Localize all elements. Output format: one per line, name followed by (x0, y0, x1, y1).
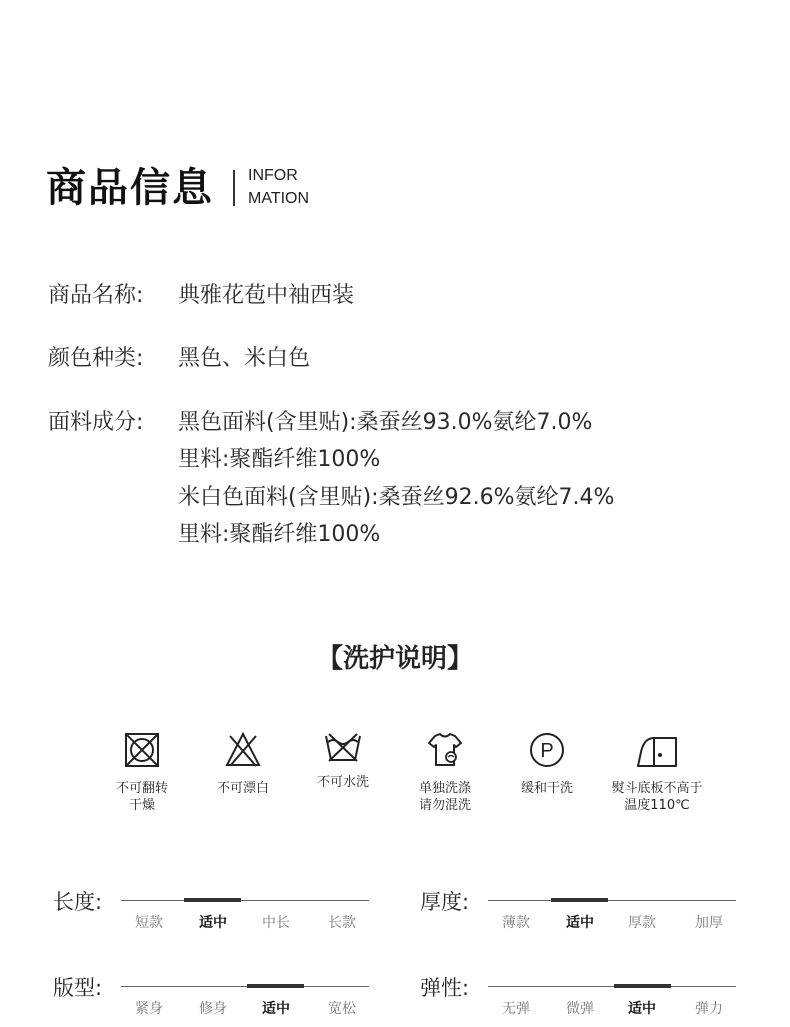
scale-selected-mark (551, 898, 608, 902)
scale-option: 薄款 (502, 915, 530, 931)
scale-option-selected: 适中 (199, 915, 227, 931)
scale-label: 版型: (53, 976, 103, 1000)
care-item (602, 730, 712, 814)
wash-separately-icon (425, 730, 465, 770)
scale-option: 长款 (328, 915, 356, 931)
no-bleach-icon (223, 730, 263, 770)
scale-option-selected: 适中 (566, 915, 594, 931)
title-en-line2: MATION (248, 190, 310, 207)
scale-selected-mark (184, 898, 241, 902)
fabric-line: 米白色面料(含里贴):桑蚕丝92.6%氨纶7.4% (178, 485, 615, 510)
scale-option: 紧身 (135, 1001, 163, 1017)
scale-option: 短款 (135, 915, 163, 931)
care-item (87, 730, 197, 814)
care-label: 不可翻转 干燥 (115, 781, 168, 813)
care-item (288, 730, 398, 791)
title-divider (233, 170, 235, 206)
scale-option: 无弹 (502, 1001, 530, 1017)
scale-track (488, 986, 736, 987)
care-label: 缓和干洗 (520, 781, 573, 796)
care-item (492, 730, 602, 797)
care-title: 【洗护说明】 (316, 644, 473, 674)
scale-label: 长度: (53, 890, 103, 914)
info-label-fabric: 面料成分: (48, 410, 144, 435)
scale-track (121, 900, 369, 901)
scale-option-selected: 适中 (262, 1001, 290, 1017)
scale-track (488, 900, 736, 901)
care-label: 单独洗涤 请勿混洗 (418, 781, 471, 813)
care-item (188, 730, 298, 797)
svg-text:P: P (540, 740, 554, 762)
care-item (390, 730, 500, 814)
info-value-name: 典雅花苞中袖西装 (178, 283, 355, 308)
scale-track (121, 986, 369, 987)
scale-option: 修身 (199, 1001, 227, 1017)
fabric-line: 里料:聚酯纤维100% (178, 522, 381, 547)
scale-selected-mark (247, 984, 304, 988)
care-label: 不可水洗 (316, 775, 369, 790)
no-tumble-dry-icon (122, 730, 162, 770)
scale-label: 弹性: (420, 976, 470, 1000)
scale-option: 中长 (262, 915, 290, 931)
care-label: 熨斗底板不高于 温度110℃ (611, 781, 703, 813)
section-title-cn: 商品信息 (46, 165, 214, 211)
scale-option: 厚款 (628, 915, 656, 931)
no-wash-icon (323, 730, 363, 764)
scale-option-selected: 适中 (628, 1001, 656, 1017)
iron-icon (634, 730, 680, 770)
scale-option: 微弹 (566, 1001, 594, 1017)
dry-clean-p-icon (527, 730, 567, 770)
info-label-name: 商品名称: (48, 283, 144, 308)
fabric-line: 里料:聚酯纤维100% (178, 447, 381, 472)
title-en-line1: INFOR (248, 167, 298, 184)
fabric-line: 黑色面料(含里贴):桑蚕丝93.0%氨纶7.0% (178, 410, 593, 435)
scale-selected-mark (614, 984, 671, 988)
scale-option: 宽松 (328, 1001, 356, 1017)
info-value-color: 黑色、米白色 (178, 346, 311, 371)
info-label-color: 颜色种类: (48, 346, 144, 371)
care-label: 不可漂白 (216, 781, 269, 796)
section-title-en (248, 164, 309, 210)
scale-option: 弹力 (695, 1001, 723, 1017)
scale-label: 厚度: (420, 890, 470, 914)
scale-option: 加厚 (695, 915, 723, 931)
